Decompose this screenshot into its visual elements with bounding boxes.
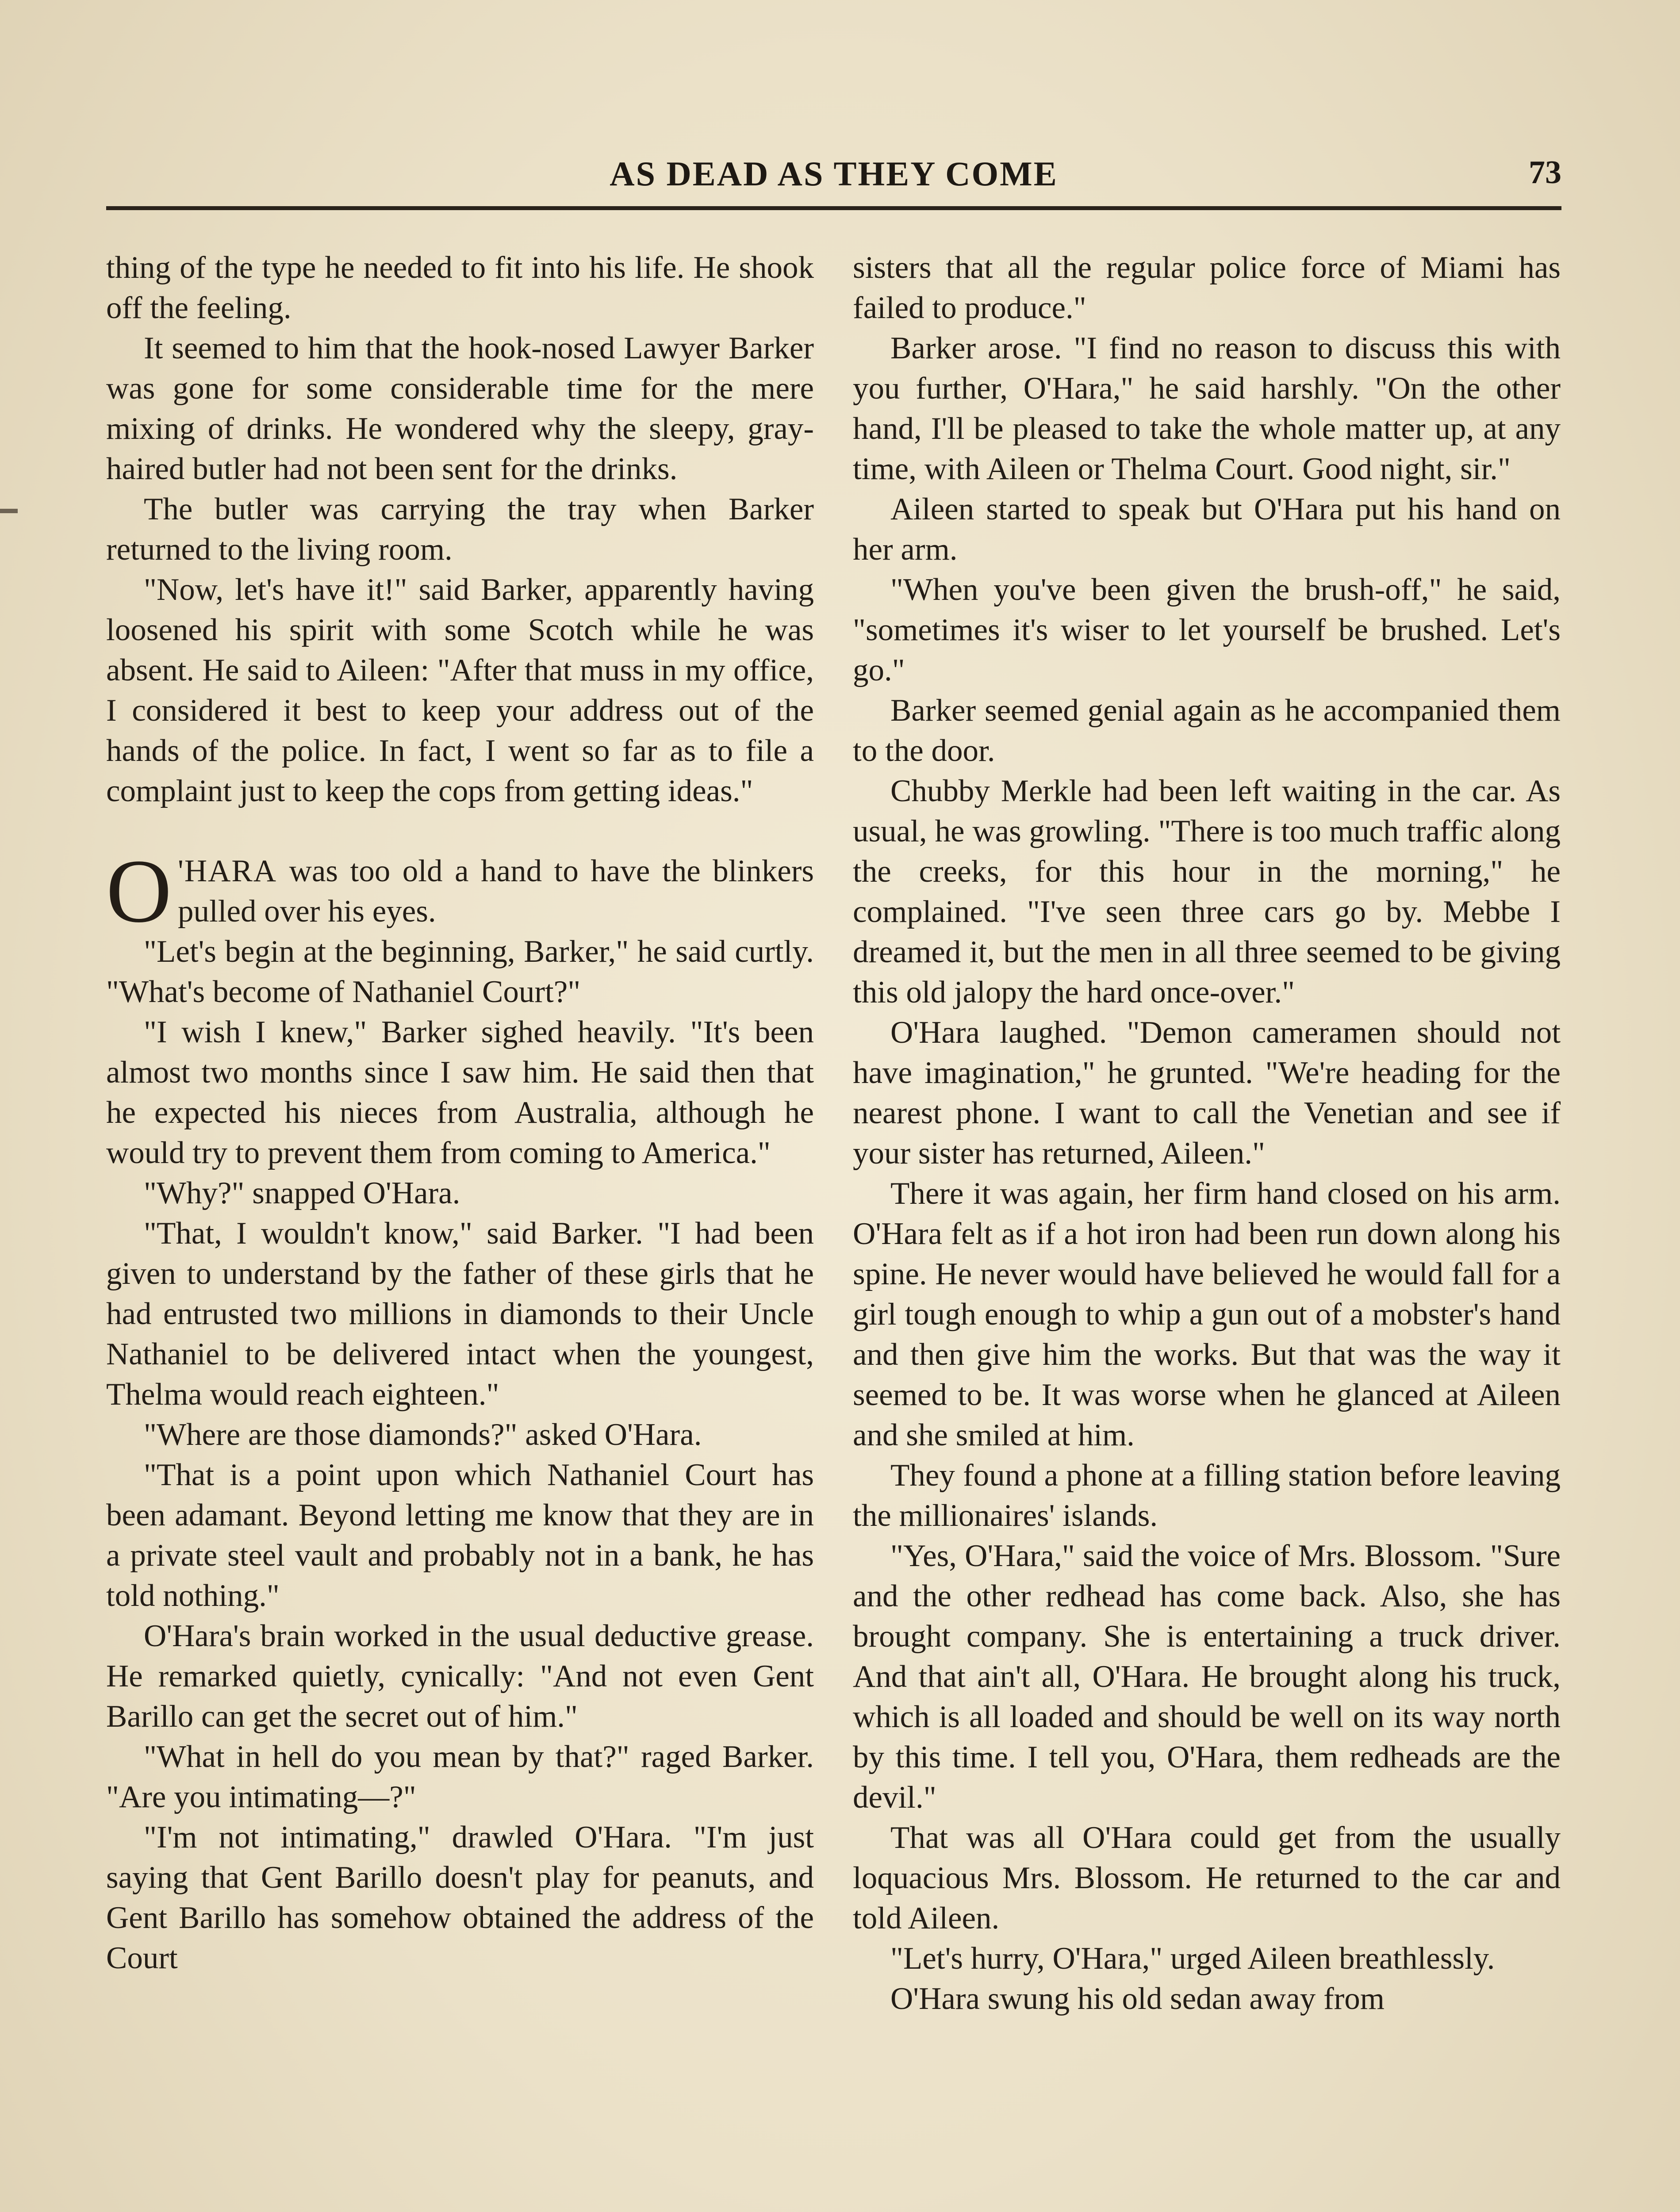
lead-caps: 'HARA — [178, 854, 277, 888]
paragraph-continuation: blinkers pulled over his eyes. — [178, 854, 814, 929]
paragraph: "Now, let's have it!" said Barker, apparently having loosened his spirit with some Scotch while he was absent. He said to Aileen: "After that muss in my office, I considered it best to keep your address out of the hands of the police. In fact, I went so far as to file a complaint just to keep the cops from getting ideas." — [106, 572, 814, 808]
paragraph: "Let's begin at the beginning, Barker," he said curtly. "What's become of Nathaniel Court?" — [106, 934, 814, 1009]
page-number: 73 — [1529, 154, 1561, 191]
paragraph: There it was again, her firm hand closed on his arm. O'Hara felt as if a hot iron had been run down along his spine. He never would have believed he would fall for a girl tough enough to whip a gun out of a mobster's hand and then give him the works. But that was the way it seemed to be. It was worse when he glanced at Aileen and she smiled at him. — [853, 1176, 1561, 1452]
story-title: AS DEAD AS THEY COME — [610, 154, 1058, 193]
paragraph: thing of the type he needed to fit into his life. He shook off the feeling. — [106, 250, 814, 325]
paragraph: The butler was carrying the tray when Barker returned to the living room. — [106, 492, 814, 567]
paragraph: Barker seemed genial again as he accompanied them to the door. — [853, 693, 1561, 768]
paragraph: Barker arose. "I find no reason to discuss this with you further, O'Hara," he said harshly. "On the other hand, I'll be pleased to take the whole matter up, at any time, with Aileen or Thelma Court. Good night, sir." — [853, 331, 1561, 486]
paragraph: That was all O'Hara could get from the usually loquacious Mrs. Blossom. He returned to the car and told Aileen. — [853, 1820, 1561, 1936]
paragraph: They found a phone at a filling station before leaving the millionaires' islands. — [853, 1458, 1561, 1533]
paragraph: "Where are those diamonds?" asked O'Hara. — [144, 1417, 702, 1452]
paragraph: "That is a point upon which Nathaniel Court has been adamant. Beyond letting me know that they are in a private steel vault and probably not in a bank, he has told nothing." — [106, 1458, 814, 1613]
paragraph: "I'm not intimating," drawled O'Hara. "I'm just saying that Gent Barillo doesn't play for peanuts, and Gent Barillo has somehow obtained the address of the Court — [106, 1820, 814, 1975]
paragraph: Aileen started to speak but O'Hara put his hand on her arm. — [853, 492, 1561, 567]
drop-cap: O — [106, 841, 172, 941]
paragraph: O'Hara's brain worked in the usual deductive grease. He remarked quietly, cynically: "And not even Gent Barillo can get the secret out of him." — [106, 1619, 814, 1734]
paragraph: "That, I wouldn't know," said Barker. "I had been given to understand by the father of these girls that he had entrusted two millions in diamonds to their Uncle Nathaniel to be delivered intact when the youngest, Thelma would reach eighteen." — [106, 1216, 814, 1412]
left-column — [106, 248, 814, 1978]
paragraph: "Why?" snapped O'Hara. — [144, 1176, 460, 1210]
paragraph: "I wish I knew," Barker sighed heavily. "It's been almost two months since I saw him. He said then that he expected his nieces from Australia, although he would try to prevent them from coming to America." — [106, 1015, 814, 1170]
paragraph: O'Hara laughed. "Demon cameramen should not have imagination," he grunted. "We're heading for the nearest phone. I want to call the Venetian and see if your sister has returned, Aileen." — [853, 1015, 1561, 1171]
paragraph: "Let's hurry, O'Hara," urged Aileen breathlessly. — [890, 1941, 1495, 1976]
page-edge-mark — [0, 509, 18, 513]
right-column — [853, 248, 1561, 2019]
paragraph: "Yes, O'Hara," said the voice of Mrs. Blossom. "Sure and the other redhead has come back. Also, she has brought company. She is entertaining a truck driver. And that ain't all, O'Hara. He brought along his truck, which is all loaded and should be well on its way north by this time. I tell you, O'Hara, them redheads are the devil." — [853, 1539, 1561, 1815]
paragraph: sisters that all the regular police force of Miami has failed to produce." — [853, 250, 1561, 325]
lead-text: was too old a hand to have the — [277, 854, 701, 888]
paragraph: "When you've been given the brush-off," he said, "sometimes it's wiser to let yourself be brushed. Let's go." — [853, 572, 1561, 687]
paragraph: Chubby Merkle had been left waiting in the car. As usual, he was growling. "There is too much traffic along the creeks, for this hour in the morning," he complained. "I've seen three cars go by. Mebbe I dreamed it, but the men in all three seemed to be giving this old jalopy the hard once-over." — [853, 774, 1561, 1010]
section-opening-paragraph — [106, 841, 814, 941]
paragraph: It seemed to him that the hook-nosed Lawyer Barker was gone for some considerable time for the mere mixing of drinks. He wondered why the sleepy, gray-haired butler had not been sent for the drinks. — [106, 331, 814, 486]
running-header — [106, 146, 1561, 199]
paragraph: "What in hell do you mean by that?" raged Barker. "Are you intimating—?" — [106, 1740, 814, 1814]
paragraph: O'Hara swung his old sedan away from — [890, 1982, 1385, 2016]
header-rule — [106, 206, 1561, 210]
